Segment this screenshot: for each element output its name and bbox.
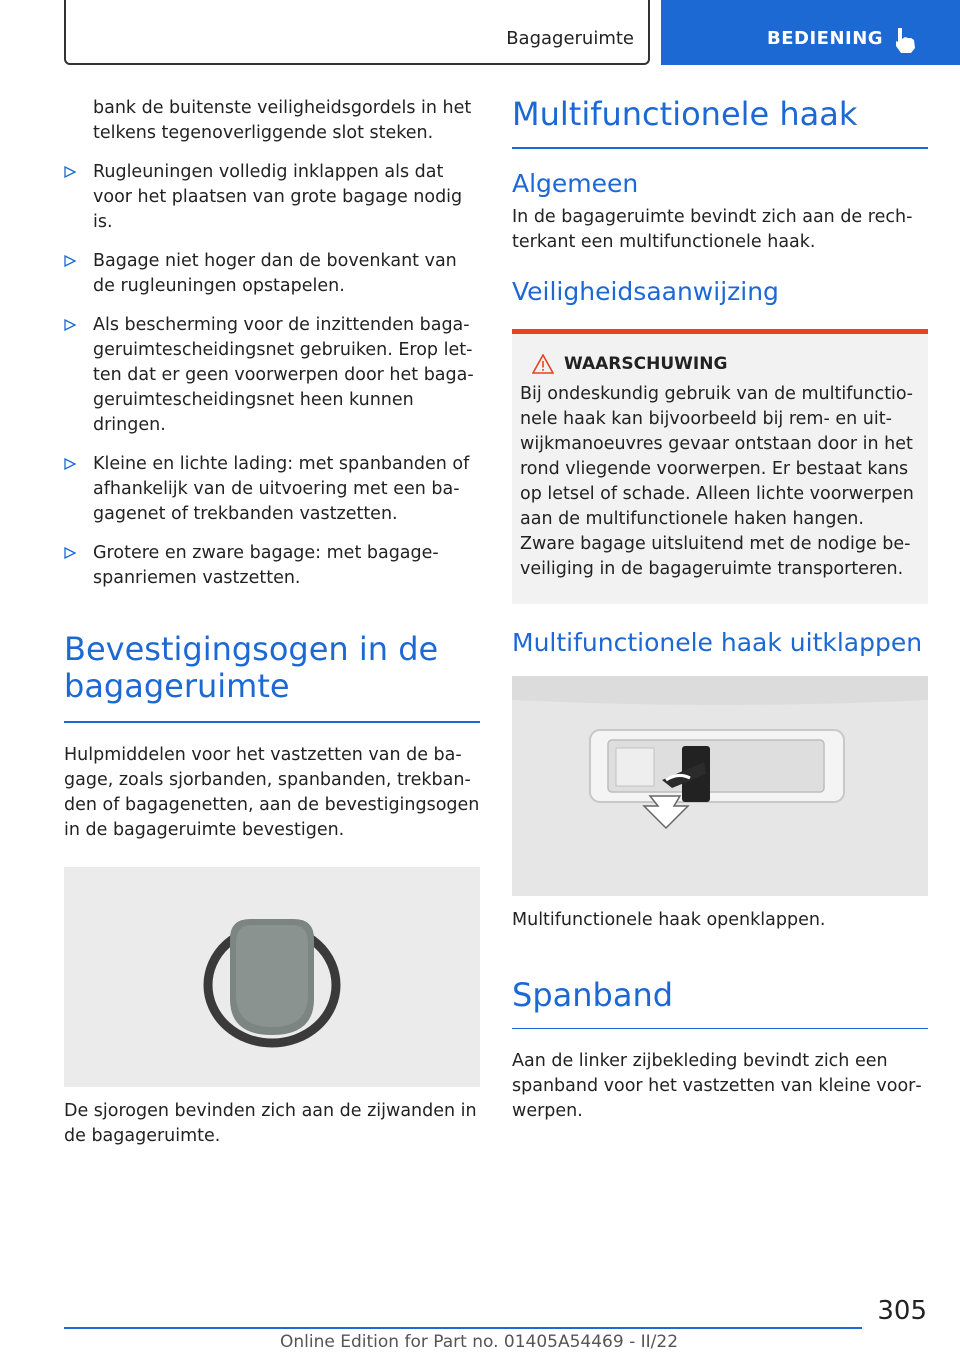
list-item: [64, 249, 480, 299]
list-item-text: Rugleuningen volledig inklappen als dat voor het plaatsen van grote bagage nodig is.: [93, 162, 463, 232]
tie-down-eye-illustration: [64, 867, 480, 1087]
right-column: [512, 96, 928, 1124]
warning-title: WAARSCHUWING: [564, 353, 728, 374]
warning-text: Bij ondeskundig gebruik van de multifunctionele haak kan bijvoorbeeld bij rem- en uitwijkmanoeuvres gevaar ontstaan door in het rond vliegende voorwerpen. Er bestaat kans op letsel of schade. Alleen lichte voorwerpen aan de multifunctionele haken hangen. Zware bagage uitsluitend met de nodige beveiliging in de bagageruimte transporteren.: [520, 383, 914, 579]
triangle-bullet-icon: [64, 255, 76, 267]
triangle-bullet-icon: [64, 547, 76, 559]
pointing-hand-icon: [893, 26, 919, 54]
list-item: [64, 452, 480, 527]
continued-text: bank de buitenste veiligheidsgordels in het telkens tegenoverliggende slot steken.: [93, 98, 472, 143]
list-item-text: Bagage niet hoger dan de bovenkant van de rugleuningen opstapelen.: [93, 251, 457, 296]
header-section-tab: [64, 0, 650, 65]
subheading-safety: Veiligheidsaanwijzing: [512, 276, 779, 306]
list-item: [64, 541, 480, 591]
triangle-bullet-icon: [64, 319, 76, 331]
bullet-list: [64, 160, 480, 591]
tie-down-caption: De sjorogen bevinden zich aan de zijwanden in de bagageruimte.: [64, 1100, 477, 1146]
general-text: In de bagageruimte bevindt zich aan de rechterkant een multifunctionele haak.: [512, 206, 913, 252]
tie-down-body: Hulpmiddelen voor het vastzetten van de bagage, zoals sjorbanden, spanbanden, trekbanden of bagagenetten, aan de bevestigingsogen in de bagageruimte bevestigen.: [64, 744, 480, 840]
warning-triangle-icon: [532, 354, 554, 374]
footer-edition: Online Edition for Part no. 01405A54469 - II/22: [280, 1332, 679, 1352]
multifunction-hook-illustration: [512, 676, 928, 896]
subheading-general: Algemeen: [512, 168, 639, 198]
header-chapter-tab: [661, 0, 960, 65]
list-item-text: Grotere en zware bagage: met bagagespanriemen vastzetten.: [93, 543, 439, 588]
list-item-text: Als bescherming voor de inzittenden bagageruimtescheidingsnet gebruiken. Erop letten dat er geen voorwerpen door het bagageruimtescheidingsnet heen kunnen dringen.: [93, 315, 474, 435]
page-number: 305: [877, 1296, 927, 1326]
footer-rule: [64, 1327, 862, 1329]
triangle-bullet-icon: [64, 166, 76, 178]
section-heading-tie-down-eyes: Bevestigingsogen in de bagageruimte: [64, 630, 439, 705]
hook-caption: Multifunctionele haak openklappen.: [512, 909, 826, 930]
heading-rule: [512, 147, 928, 149]
header-chapter-title: BEDIENING: [767, 28, 884, 49]
section-heading-strap: Spanband: [512, 975, 674, 1014]
warning-header: [532, 354, 916, 374]
tie-down-eye-drawing: [64, 867, 480, 1087]
multifunction-hook-drawing: [512, 676, 928, 896]
list-item: [64, 313, 480, 438]
heading-rule: [512, 1028, 928, 1030]
section-heading-multifunction-hook: Multifunctionele haak: [512, 95, 858, 133]
warning-box: [512, 329, 928, 604]
heading-rule: [64, 721, 480, 723]
strap-body: Aan de linker zijbekleding bevindt zich een spanband voor het vastzetten van kleine voorwerpen.: [512, 1051, 922, 1121]
list-item: [64, 160, 480, 235]
left-column: [64, 96, 480, 1149]
header-section-title: Bagageruimte: [506, 28, 634, 49]
subheading-fold-out: Multifunctionele haak uitklappen: [512, 627, 923, 657]
triangle-bullet-icon: [64, 458, 76, 470]
list-item-text: Kleine en lichte lading: met spanbanden of afhankelijk van de uitvoering met een bagagenet of trekbanden vastzetten.: [93, 454, 470, 524]
